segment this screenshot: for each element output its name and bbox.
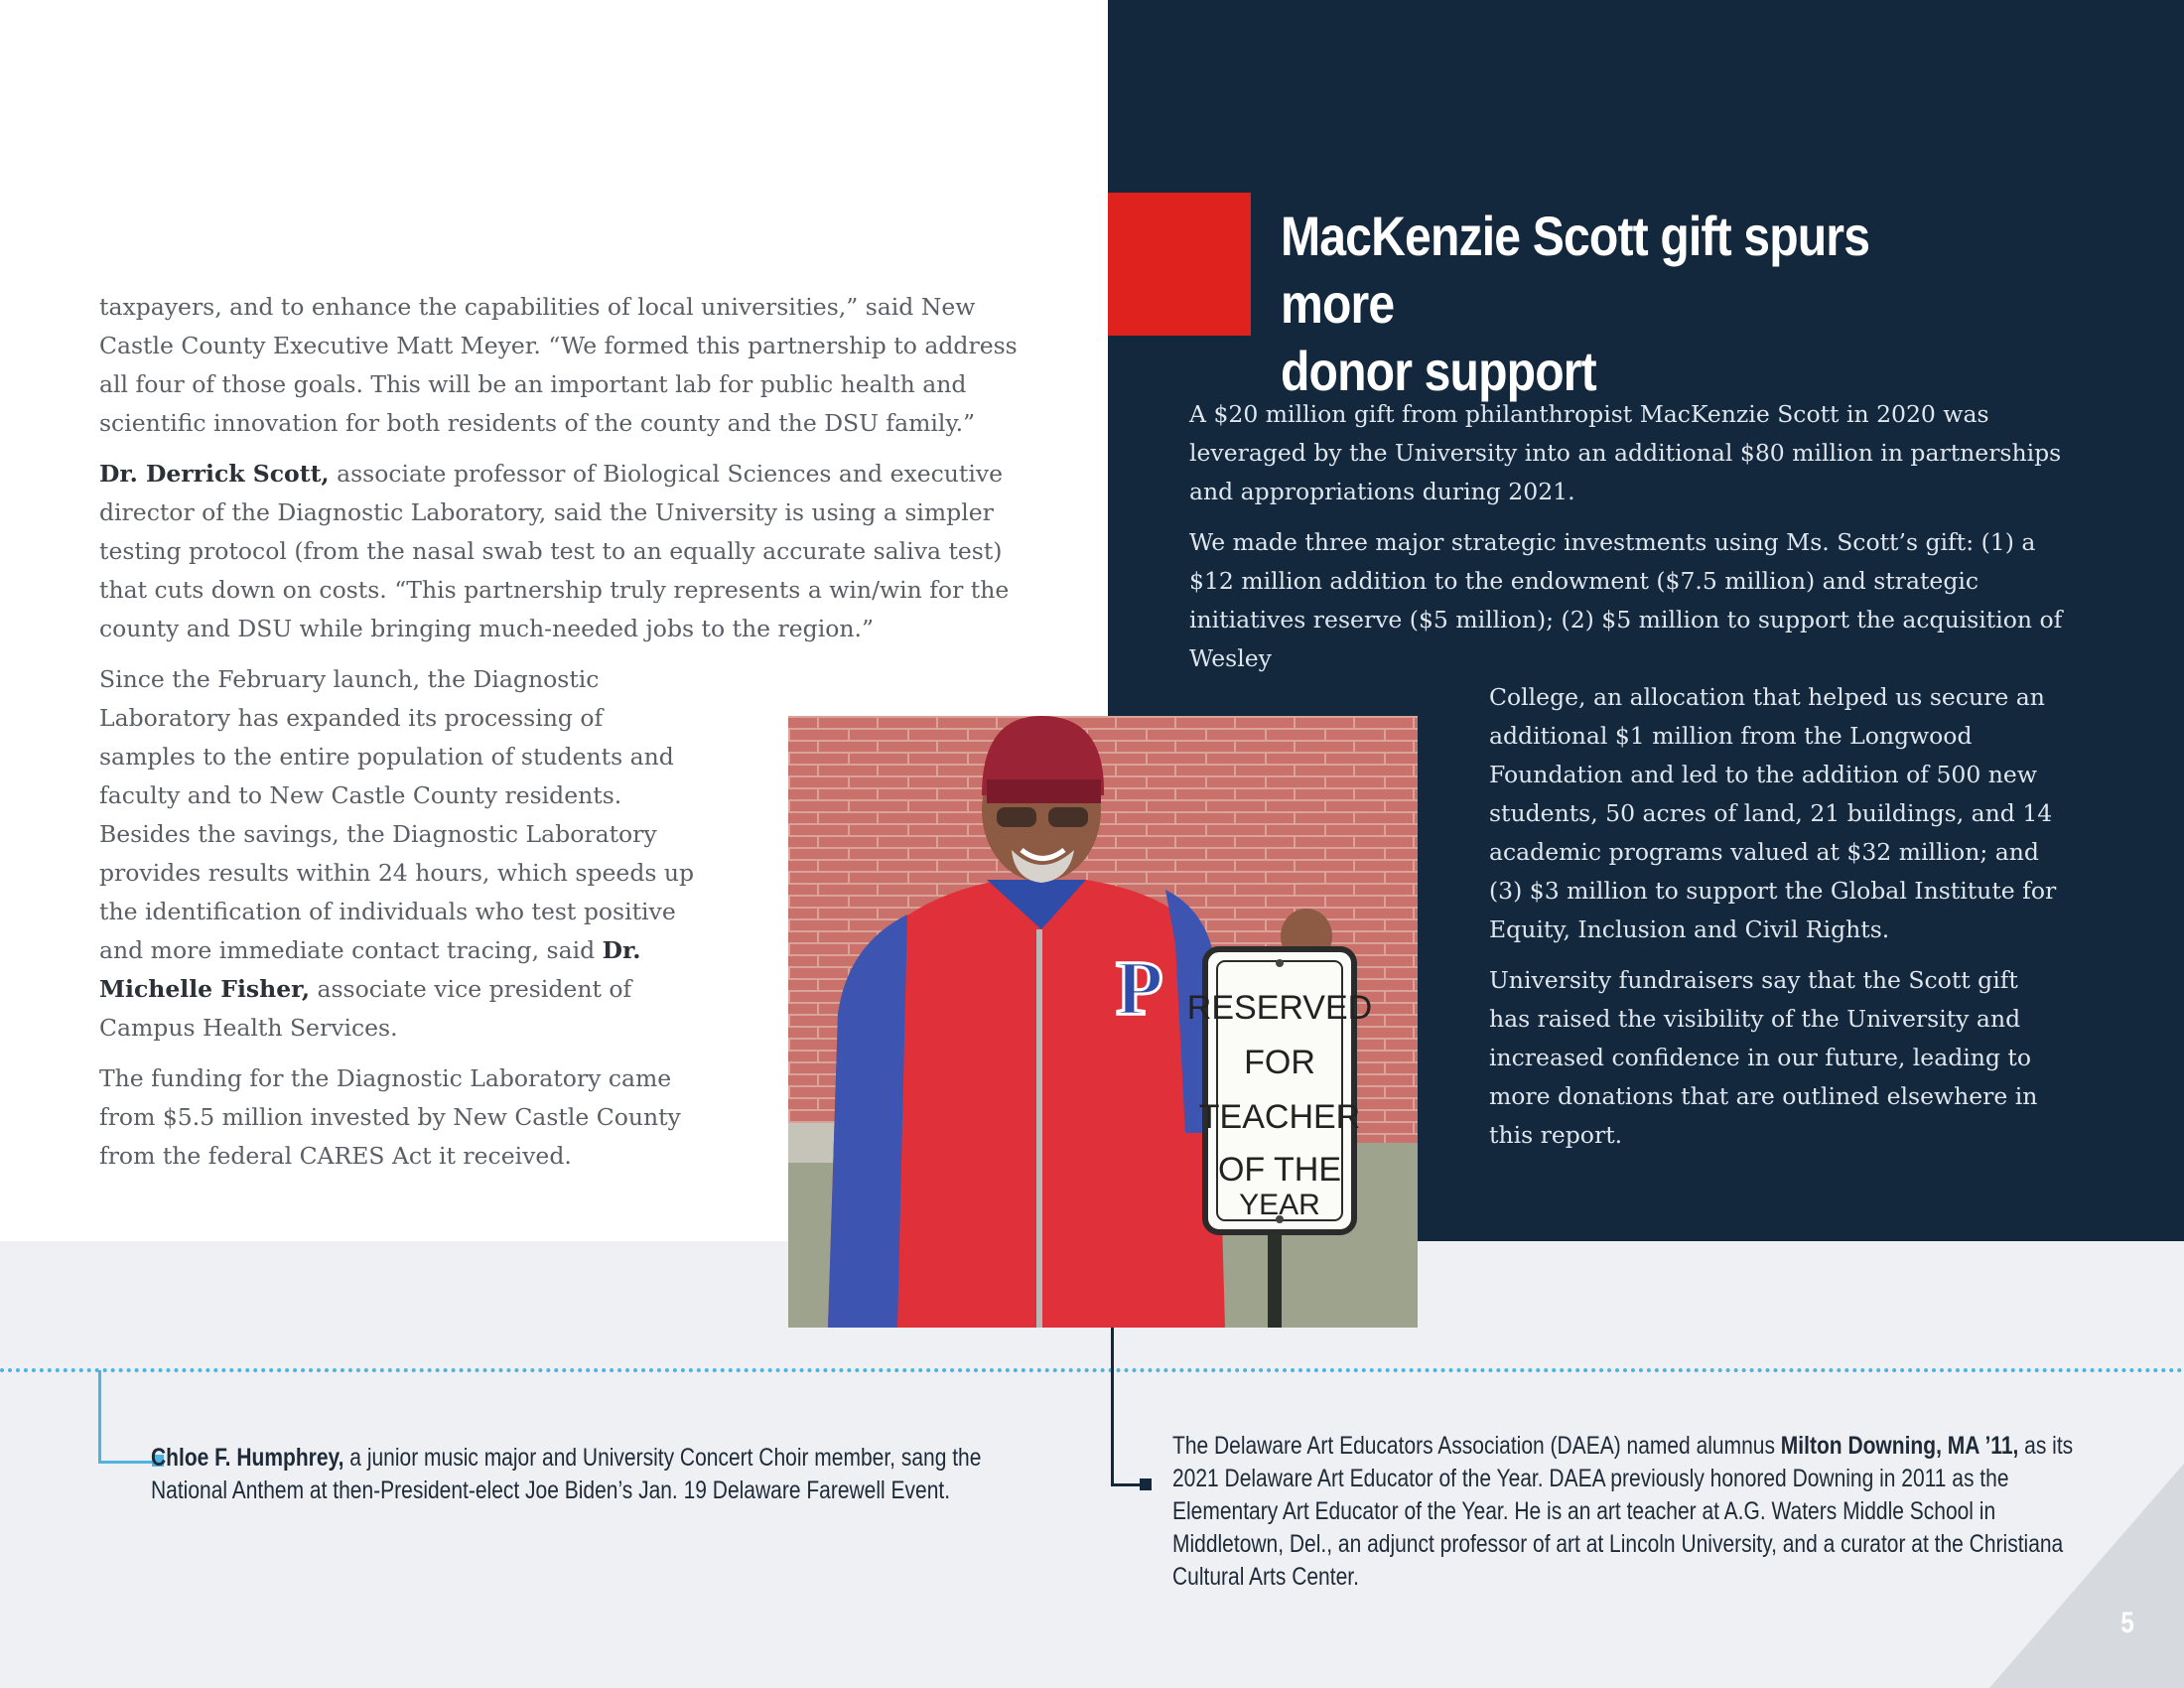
article-paragraph-3 <box>99 660 695 1048</box>
glasses-left <box>997 807 1036 827</box>
headline-line-2: donor support <box>1281 340 1596 402</box>
name-michelle-fisher: Dr. Michelle Fisher, <box>99 936 641 1003</box>
feature-paragraph-2-start: We made three major strategic investments using Ms. Scott’s gift: (1) a $12 million addition to the endowment ($7.5 million) and strategic initiatives reserve ($5 million); (2) $5 million to support the acquisition of Wesley <box>1189 528 2063 672</box>
article-paragraph-2 <box>99 455 1027 648</box>
glasses-right <box>1048 807 1088 827</box>
headline-accent-block <box>1108 193 1251 336</box>
caption-left-text: a junior music major and University Concert Choir member, sang the National Anthem at then-President-elect Joe Biden’s Jan. 19 Delaware Farewell Event. <box>151 1444 982 1504</box>
caption-humphrey <box>151 1442 1034 1507</box>
sign-bolt-top <box>1276 959 1284 967</box>
sign-line-3: TEACHER <box>1198 1098 1361 1136</box>
page-corner <box>1989 1464 2184 1688</box>
caption-right-text: as its 2021 Delaware Art Educator of the Year. DAEA previously honored Downing in 2011 as the Elementary Art Educator of the Year. He is an art teacher at A.G. Waters Middle School in Middletown, Del., an adjunct professor of art at Lincoln University, and a curator at the Christiana Cultural Arts Center. <box>1172 1432 2074 1591</box>
hat-band <box>987 779 1101 803</box>
article-paragraph-3-text: Since the February launch, the Diagnostic Laboratory has expanded its processing of samples to the entire population of students and faculty and to New Castle County residents. Besides the savings, the Diagnostic Laboratory provides results within 24 hours, which speeds up the identification of individuals who test positive and more immediate contact tracing, said <box>99 665 695 964</box>
article-paragraph-2-text: associate professor of Biological Sciences and executive director of the Diagnostic Laboratory, said the University is using a simpler testing protocol (from the nasal swab test to an equally accurate saliva test) that cuts down on costs. “This partnership truly represents a win/win for the county and DSU while bringing much-needed jobs to the region.” <box>99 460 1010 642</box>
sign-line-1: RESERVED <box>1186 989 1373 1027</box>
sign-post <box>1268 1234 1282 1328</box>
jacket-zipper <box>1036 929 1042 1328</box>
sign-line-4: OF THE <box>1217 1151 1342 1189</box>
caption-right-name: Milton Downing, MA ’11, <box>1780 1432 2019 1460</box>
feature-headline <box>1281 203 1980 405</box>
sign-line-2: FOR <box>1244 1044 1315 1081</box>
caption-right-pre: The Delaware Art Educators Association (DAEA) named alumnus <box>1172 1432 1781 1460</box>
teacher-photo <box>788 716 1418 1328</box>
caption-right-marker <box>1140 1478 1152 1490</box>
teacher-photo-illustration <box>788 716 1418 1328</box>
page-number: 5 <box>2120 1607 2134 1639</box>
headline-line-1: MacKenzie Scott gift spurs more <box>1281 205 1870 335</box>
caption-left-connector-horizontal <box>98 1461 154 1464</box>
caption-left-connector <box>98 1370 101 1464</box>
caption-downing <box>1172 1430 2107 1594</box>
name-derrick-scott: Dr. Derrick Scott, <box>99 460 330 488</box>
article-paragraph-4: The funding for the Diagnostic Laboratory came from $5.5 million invested by New Castle County from the federal CARES Act it received. <box>99 1064 681 1170</box>
caption-right-connector <box>1111 1328 1114 1486</box>
article-paragraph-1: taxpayers, and to enhance the capabilities of local universities,” said New Castle County Executive Matt Meyer. “We formed this partnership to address all four of those goals. This will be an important lab for public health and scientific innovation for both residents of the county and the DSU family.” <box>99 293 1018 437</box>
timeline-dotted-line <box>0 1368 2184 1372</box>
article-paragraph-3-end: associate vice president of Campus Health Services. <box>99 975 632 1042</box>
feature-paragraph-1: A $20 million gift from philanthropist MacKenzie Scott in 2020 was leveraged by the University into an additional $80 million in partnerships and appropriations during 2021. <box>1189 400 2062 505</box>
feature-paragraph-3: University fundraisers say that the Scott gift has raised the visibility of the University and increased confidence in our future, leading to more donations that are outlined elsewhere in this report. <box>1489 966 2038 1149</box>
narrow-text-block <box>99 660 695 1176</box>
feature-paragraph-2-rest: College, an allocation that helped us secure an additional $1 million from the Longwood Foundation and led to the addition of 500 new students, 50 acres of land, 21 buildings, and 14 academic programs valued at $32 million; and (3) $3 million to support the Global Institute for Equity, Inclusion and Civil Rights. <box>1489 683 2057 943</box>
sign-line-5: YEAR <box>1239 1189 1320 1221</box>
jacket-letter: P <box>1116 944 1163 1031</box>
caption-left-name: Chloe F. Humphrey, <box>151 1444 344 1472</box>
